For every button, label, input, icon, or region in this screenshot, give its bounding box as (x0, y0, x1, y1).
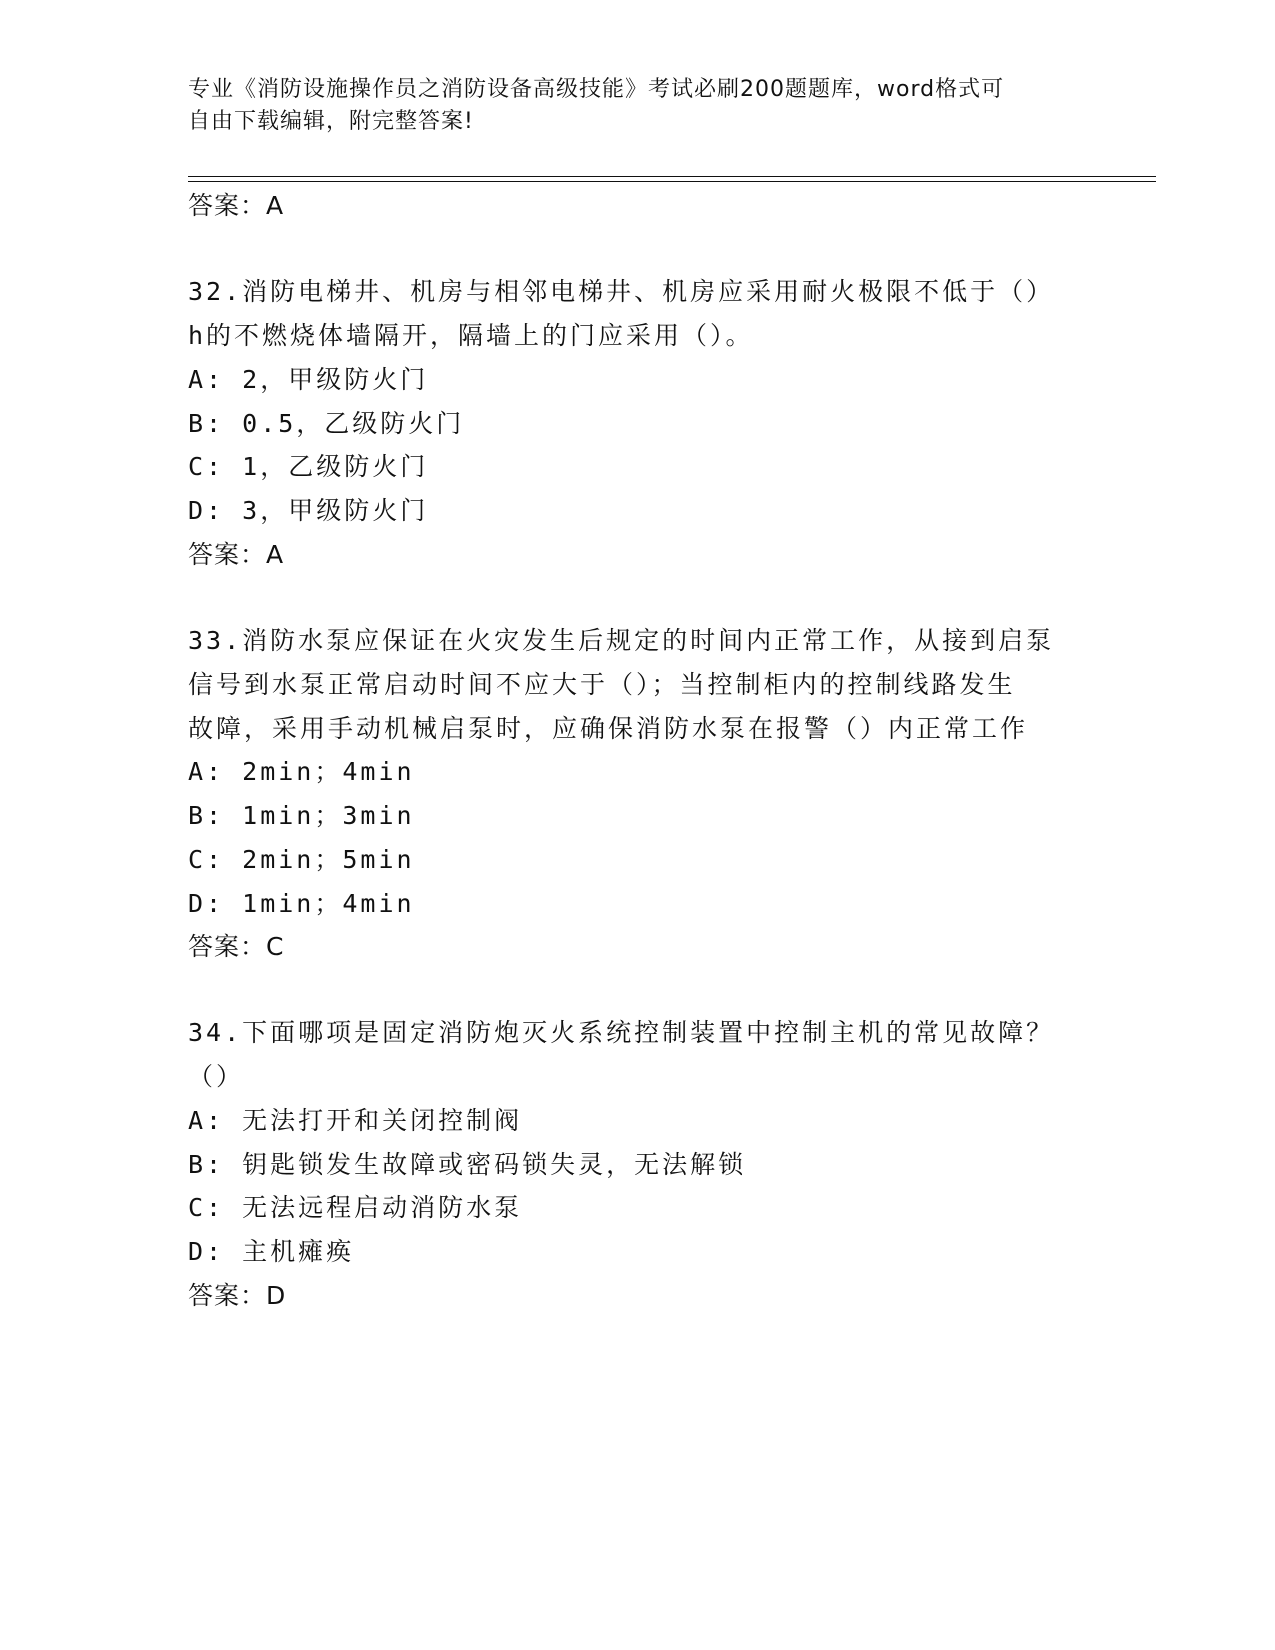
header-rule-top (188, 176, 1156, 177)
question-33-stem-line-1: 33.消防水泵应保证在火灾发生后规定的时间内正常工作，从接到启泵 (188, 626, 1055, 655)
question-34-stem-line-2: （） (188, 1062, 245, 1091)
page-header (188, 74, 1068, 138)
question-32-option-b: B: 0.5，乙级防火门 (188, 409, 465, 438)
question-33-answer: 答案：C (188, 932, 285, 961)
question-34-stem-line-1: 34.下面哪项是固定消防炮灭火系统控制装置中控制主机的常见故障？ (188, 1018, 1055, 1047)
question-32-option-c: C: 1，乙级防火门 (188, 452, 429, 481)
question-33-stem-line-3: 故障，采用手动机械启泵时，应确保消防水泵在报警（）内正常工作 (188, 714, 1029, 743)
header-line-2: 自由下载编辑，附完整答案! (188, 109, 474, 134)
question-32-stem-line-1: 32.消防电梯井、机房与相邻电梯井、机房应采用耐火极限不低于（） (188, 277, 1055, 306)
header-line-1: 专业《消防设施操作员之消防设备高级技能》考试必刷200题题库，word格式可 (188, 77, 1005, 102)
question-32-option-d: D: 3，甲级防火门 (188, 496, 429, 525)
question-34-answer: 答案：D (188, 1281, 287, 1310)
question-33-stem-line-2: 信号到水泵正常启动时间不应大于（）；当控制柜内的控制线路发生 (188, 670, 1016, 699)
question-33-option-b: B: 1min；3min (188, 801, 415, 830)
question-34-option-d: D: 主机瘫痪 (188, 1237, 355, 1266)
header-rule-bottom (188, 181, 1156, 182)
question-32-option-a: A: 2，甲级防火门 (188, 365, 429, 394)
question-34-option-a: A: 无法打开和关闭控制阀 (188, 1106, 523, 1135)
question-34-option-b: B: 钥匙锁发生故障或密码锁失灵，无法解锁 (188, 1150, 747, 1179)
question-32-stem-line-2: h的不燃烧体墙隔开，隔墙上的门应采用（）。 (188, 321, 754, 350)
previous-answer: 答案：A (188, 191, 285, 220)
question-33-option-d: D: 1min；4min (188, 889, 415, 918)
question-34-option-c: C: 无法远程启动消防水泵 (188, 1193, 523, 1222)
question-32-answer: 答案：A (188, 540, 285, 569)
question-33-option-c: C: 2min；5min (188, 845, 415, 874)
question-33-option-a: A: 2min；4min (188, 757, 415, 786)
